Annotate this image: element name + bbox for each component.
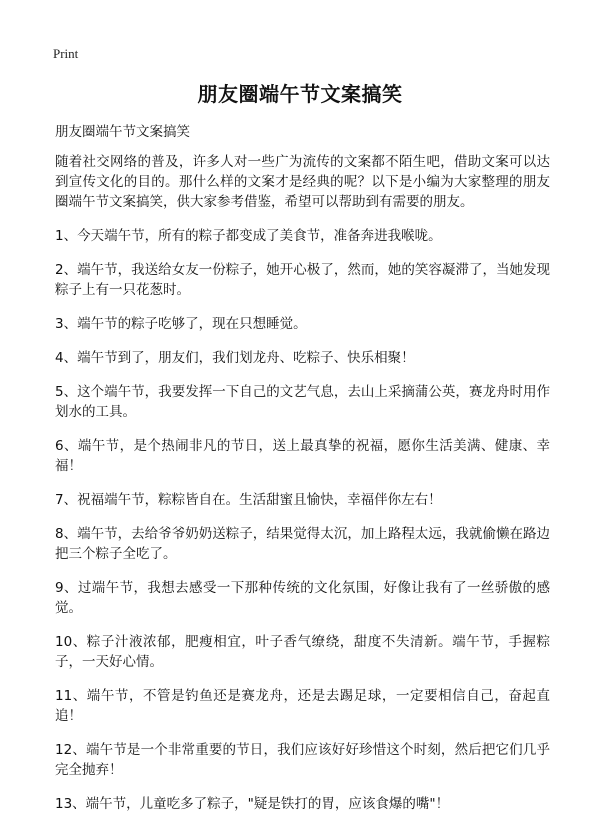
list-item: 12、端午节是一个非常重要的节日，我们应该好好珍惜这个时刻，然后把它们几乎完全抛弃！ [55,742,550,778]
list-item: 7、祝福端午节，粽粽皆自在。生活甜蜜且愉快，幸福伴你左右！ [55,492,442,508]
article-body [55,152,550,828]
list-item: 11、端午节，不管是钓鱼还是赛龙舟，还是去踢足球，一定要相信自己，奋起直追！ [55,688,550,724]
document-subtitle: 朋友圈端午节文案搞笑 [55,124,190,140]
list-item: 3、端午节的粽子吃够了，现在只想睡觉。 [55,316,307,332]
list-item: 6、端午节，是个热闹非凡的节日，送上最真挚的祝福，愿你生活美满、健康、幸福！ [55,438,550,474]
list-item: 2、端午节，我送给女友一份粽子，她开心极了，然而，她的笑容凝滞了，当她发现粽子上有一只花葱时。 [55,262,550,298]
list-item: 4、端午节到了，朋友们，我们划龙舟、吃粽子、快乐相聚！ [55,350,415,366]
list-item: 8、端午节，去给爷爷奶奶送粽子，结果觉得太沉，加上路程太远，我就偷懒在路边把三个粽子全吃了。 [55,526,550,562]
list-item: 10、粽子汁液浓郁，肥瘦相宜，叶子香气缭绕，甜度不失清新。端午节，手握粽子，一天好心情。 [55,634,550,670]
list-item: 13、端午节，儿童吃多了粽子，"疑是铁打的胃，应该食爆的嘴"！ [55,796,450,812]
list-item: 1、今天端午节，所有的粽子都变成了美食节，准备奔进我喉咙。 [55,228,442,244]
print-link[interactable]: Print [53,46,79,61]
list-item: 9、过端午节，我想去感受一下那种传统的文化氛围，好像让我有了一丝骄傲的感觉。 [55,580,550,616]
list-item: 5、这个端午节，我要发挥一下自己的文艺气息，去山上采摘蒲公英，赛龙舟时用作划水的工具。 [55,384,550,420]
intro-paragraph: 随着社交网络的普及，许多人对一些广为流传的文案都不陌生吧，借助文案可以达到宣传文化的目的。那什么样的文案才是经典的呢？以下是小编为大家整理的朋友圈端午节文案搞笑，供大家参考借鉴，希望可以帮助到有需要的朋友。 [55,154,550,210]
page-title: 朋友圈端午节文案搞笑 [197,82,403,106]
